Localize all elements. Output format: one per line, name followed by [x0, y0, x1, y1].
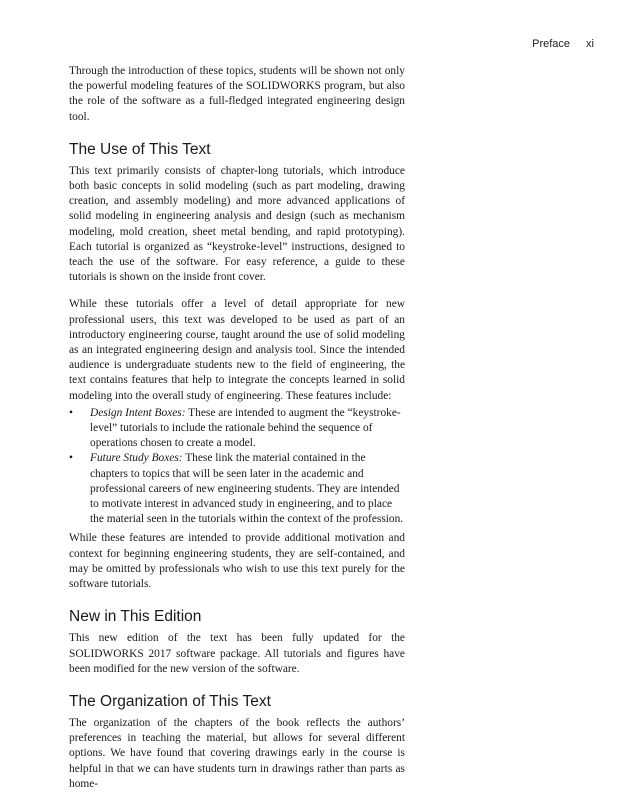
heading-use-of-text: The Use of This Text	[69, 140, 211, 158]
new-edition-paragraph: This new edition of the text has been fully updated for the SOLIDWORKS 2017 software package. All tutorials and figures have been modified for the new version of the software.	[69, 632, 405, 675]
list-item-term: Future Study Boxes:	[90, 452, 183, 465]
list-item	[69, 406, 405, 452]
running-head-section: Preface	[532, 38, 571, 50]
use-paragraph-1: This text primarily consists of chapter-long tutorials, which introduce both basic concepts in solid modeling (such as part modeling, drawing creation, and assembly modeling) and more advanced applications of solid modeling in engineering analysis and design (such as mechanism modeling, mold creation, sheet metal bending, and rapid prototyping). Each tutorial is organized as “keystroke-level” instructions, designed to teach the use of the software. For easy reference, a guide to these tutorials is shown on the inside front cover.	[69, 164, 405, 284]
bullet-icon: •	[69, 452, 73, 465]
intro-paragraph: Through the introduction of these topics, students will be shown not only the powerful modeling features of the SOLIDWORKS program, but also the role of the software as a full-fledged integrated engineering design tool.	[69, 65, 405, 123]
organization-paragraph: The organization of the chapters of the book reflects the authors’ preferences in teaching the material, but allows for several different options. We have found that covering drawings early in the course is helpful in that we can have students turn in drawings rather than parts as home-	[69, 716, 405, 790]
use-paragraph-3: While these features are intended to provide additional motivation and context for beginning engineering students, they are self-contained, and may be omitted by professionals who wish to use this text purely for the software tutorials.	[69, 532, 405, 591]
use-paragraph-2: While these tutorials offer a level of detail appropriate for new professional users, this text was developed to be used as part of an introductory engineering course, taught around the use of solid modeling as an integrated engineering design and analysis tool. Since the intended audience is undergraduate students new to the field of engineering, the text contains features that help to integrate the concepts learned in solid modeling into the overall study of engineering. These features include:	[69, 298, 405, 402]
running-head	[532, 38, 594, 50]
heading-organization: The Organization of This Text	[69, 692, 271, 710]
page-body	[69, 64, 405, 804]
heading-new-edition: New in This Edition	[69, 608, 202, 626]
list-item	[69, 451, 405, 527]
list-item-text: These are intended to augment the “keystroke-level” tutorials to include the rationale behind the sequence of operations chosen to create a model.	[90, 406, 401, 450]
page-number: xi	[586, 38, 594, 50]
list-item-term: Design Intent Boxes:	[90, 406, 186, 419]
bullet-icon: •	[69, 406, 73, 419]
features-list	[69, 406, 405, 528]
list-item-text: These link the material contained in the chapters to topics that will be seen later in the academic and professional careers of new engineering students. They are intended to motivate interest in advanced study in engineering, and to place the material seen in the tutorials within the context of the profession.	[90, 452, 404, 526]
